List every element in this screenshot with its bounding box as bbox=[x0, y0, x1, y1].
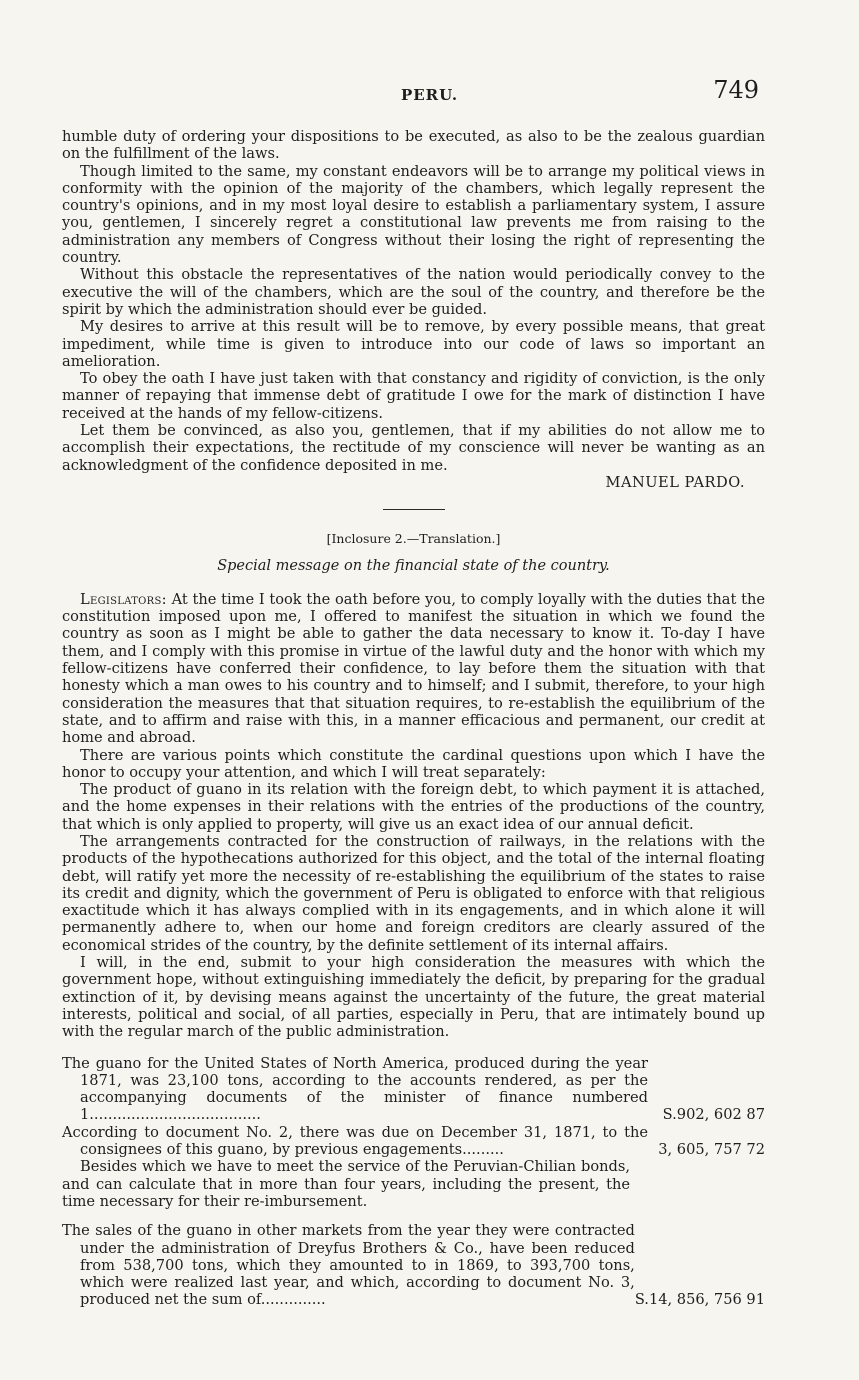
ledger-entry-text bbox=[62, 1222, 635, 1308]
ledger-entry bbox=[62, 1222, 765, 1308]
guano-ledger bbox=[62, 1055, 765, 1309]
paragraph: The arrangements contracted for the construction of railways, in the relations with the products of the hypothecations authorized for this object, and the total of the internal floating debt, will ratify yet more the necessity of re-establishing the equilibrium of the states to raise its credit and dignity, which the government of Peru is obligated to enforce with that religious exactitude which it has always complied with in its engagements, and in which alone it will permanently adhere to, when our home and foreign creditors are clearly assured of the economical strides of the country, by the definite settlement of its internal affairs. bbox=[62, 832, 765, 954]
paragraph: Let them be convinced, as also you, gentlemen, that if my abilities do not allow me to accomplish their expectations, the rectitude of my conscience will never be wanting as an acknowledgment of the confidence deposited in me. bbox=[62, 422, 765, 474]
ledger-entry bbox=[62, 1124, 765, 1159]
ledger-amount: S.14, 856, 756 91 bbox=[634, 1291, 765, 1309]
message-title: Special message on the financial state of the country. bbox=[217, 557, 610, 574]
salutation: Legislators: bbox=[80, 590, 167, 608]
paragraph: The product of guano in its relation with the foreign debt, to which payment it is attached, and the home expenses in their relations with the entries of the productions of the country, that which is only applied to property, will give us an exact idea of our annual deficit. bbox=[62, 781, 765, 833]
paragraph: Though limited to the same, my constant endeavors will be to arrange my political views in conformity with the opinion of the majority of the chambers, which legally represent the country's opinions, and in my most loyal desire to establish a parliamentary system, I assure you, gentlemen, I sincerely regret a constitutional law prevents me from raising to the administration any members of Congress without their losing the right of representing the country. bbox=[62, 162, 765, 267]
signature: MANUEL PARDO. bbox=[605, 473, 745, 491]
section-divider bbox=[383, 509, 445, 510]
entry-description: The sales of the guano in other markets from the year they were contracted under the administration of Dreyfus Brothers & Co., have been reduced from 538,700 tons, which they amounted to in 1869, to 393,700 tons, which were realized last year, and which, according to document No. 3, produced net the sum of bbox=[62, 1222, 635, 1309]
ledger-note: Besides which we have to meet the service of the Peruvian-Chilian bonds, and can calculate that in more than four years, including the present, the time necessary for their re-imbursement. bbox=[62, 1158, 630, 1210]
running-title: PERU. bbox=[400, 86, 459, 104]
spacer bbox=[62, 1210, 765, 1222]
paragraph: To obey the oath I have just taken with that constancy and rigidity of conviction, is the only manner of repaying that immense debt of gratitude I owe for the mark of distinction I have received at the hands of my fellow-citizens. bbox=[62, 370, 765, 422]
paragraph: humble duty of ordering your dispositions to be executed, as also to be the zealous guardian on the fulfillment of the laws. bbox=[62, 128, 765, 163]
paragraph: I will, in the end, submit to your high consideration the measures with which the government hope, without extinguishing immediately the deficit, by preparing for the gradual extinction of it, by devising means against the uncertainty of the future, the great material interests, political and social, of all parties, especially in Peru, that are intimately bound up with the regular march of the public administration. bbox=[62, 954, 765, 1041]
dot-leaders: ......... bbox=[462, 1141, 504, 1159]
ledger-entry-text bbox=[62, 1055, 648, 1124]
ledger-amount: S.902, 602 87 bbox=[662, 1106, 765, 1124]
paragraph: Without this obstacle the representatives of the nation would periodically convey to the executive the will of the chambers, which are the soul of the country, and therefore be the spirit by which the administration should ever be guided. bbox=[62, 266, 765, 318]
body-text bbox=[62, 128, 765, 1309]
running-header bbox=[0, 76, 859, 116]
dot-leaders: .............. bbox=[260, 1291, 326, 1309]
page-number: 749 bbox=[713, 76, 759, 104]
entry-description: According to document No. 2, there was due on December 31, 1871, to the consignees of this guano, by previous engagements bbox=[62, 1123, 648, 1159]
paragraph bbox=[62, 591, 765, 747]
dot-leaders: ..................................... bbox=[89, 1106, 261, 1124]
paragraph-text: At the time I took the oath before you, to comply loyally with the duties that the constitution imposed upon me, I offered to manifest the situation in which we found the country as soon as I might be able to gather the data necessary to know it. To-day I have them, and I comply with this promise in virtue of the lawful duty and the honor with which my fellow-citizens have conferred their confidence, to lay before them the situation with that honesty which a man owes to his country and to himself; and I submit, therefore, to your high consideration the measures that that situation requires, to re-establish the equilibrium of the state, and to affirm and raise with this, in a manner efficacious and permanent, our credit at home and abroad. bbox=[62, 590, 766, 747]
paragraph: My desires to arrive at this result will be to remove, by every possible means, that great impediment, while time is given to introduce into our code of laws so important an amelioration. bbox=[62, 318, 765, 370]
ledger-entry bbox=[62, 1055, 765, 1124]
ledger-amount: 3, 605, 757 72 bbox=[658, 1141, 765, 1159]
ledger-entry-text bbox=[62, 1124, 648, 1159]
paragraph: There are various points which constitute the cardinal questions upon which I have the honor to occupy your attention, and which I will treat separately: bbox=[62, 746, 765, 781]
entry-description: The guano for the United States of North America, produced during the year 1871, was 23,100 tons, according to the accounts rendered, as per the accompanying documents of the minister of finance numbered 1 bbox=[62, 1054, 648, 1124]
enclosure-heading: [Inclosure 2.—Translation.] bbox=[326, 531, 501, 547]
